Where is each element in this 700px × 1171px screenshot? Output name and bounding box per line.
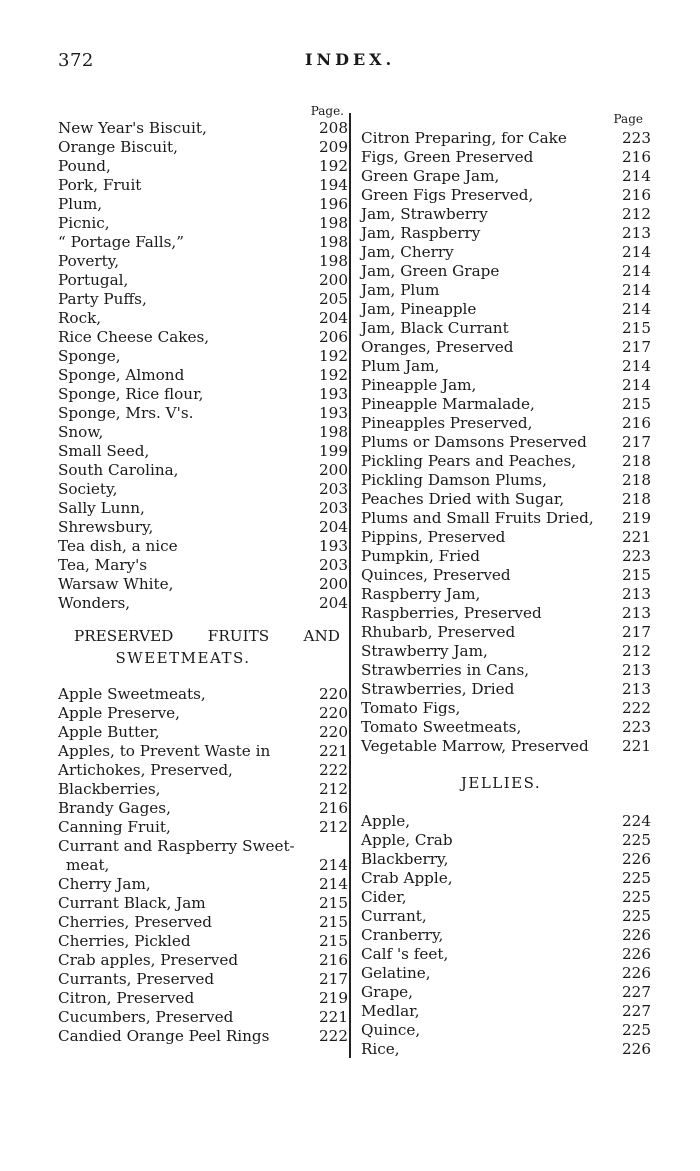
entry-page-number: 225 [622, 831, 651, 849]
entry-page-number: 219 [319, 989, 348, 1007]
entry-text: Cherries, Pickled [58, 932, 191, 950]
entry-text: Quince, [361, 1021, 421, 1039]
entry-page-number: 206 [319, 328, 348, 346]
entry-text: Shrewsbury, [58, 518, 154, 536]
entry-page-number: 193 [319, 537, 348, 555]
entry-text: Warsaw White, [58, 575, 174, 593]
index-entry [361, 205, 651, 224]
index-entry [361, 300, 651, 319]
entry-text: Jam, Pineapple [361, 300, 477, 318]
entry-text: Citron Preparing, for Cake [361, 129, 567, 147]
index-entry [361, 642, 651, 661]
entry-text: Calf 's feet, [361, 945, 449, 963]
entry-page-number: 223 [622, 718, 651, 736]
page-number: 372 [58, 50, 94, 71]
index-entry [58, 875, 348, 894]
entry-text: meat, [66, 856, 110, 874]
entry-page-number: 216 [622, 186, 651, 204]
entry-page-number: 198 [319, 233, 348, 251]
entry-page-number: 203 [319, 480, 348, 498]
entry-page-number: 227 [622, 1002, 651, 1020]
entry-page-number: 214 [319, 856, 348, 874]
entry-page-number: 204 [319, 518, 348, 536]
entry-text: Artichokes, Preserved, [58, 761, 233, 779]
entry-page-number: 204 [319, 309, 348, 327]
preserved-entry-list [58, 685, 348, 1046]
entry-page-number: 194 [319, 176, 348, 194]
entry-text: Pickling Pears and Peaches, [361, 452, 577, 470]
entry-text: Strawberries, Dried [361, 680, 515, 698]
index-entry [361, 243, 651, 262]
entry-page-number: 205 [319, 290, 348, 308]
entry-text: Sally Lunn, [58, 499, 145, 517]
entry-page-number: 215 [319, 932, 348, 950]
index-entry [58, 1008, 348, 1027]
entry-text: Rhubarb, Preserved [361, 623, 516, 641]
entry-text: Green Grape Jam, [361, 167, 500, 185]
index-entry [58, 913, 348, 932]
entry-text: Crab apples, Preserved [58, 951, 239, 969]
index-entry [58, 704, 348, 723]
entry-page-number: 213 [622, 585, 651, 603]
index-entry [58, 970, 348, 989]
entry-page-number: 200 [319, 575, 348, 593]
entry-page-number: 214 [622, 357, 651, 375]
entry-text: Raspberries, Preserved [361, 604, 542, 622]
entry-page-number: 198 [319, 214, 348, 232]
index-entry [361, 983, 651, 1002]
entry-page-number: 192 [319, 366, 348, 384]
entry-text: Jam, Cherry [361, 243, 454, 261]
entry-page-number: 221 [319, 742, 348, 760]
entry-text: Medlar, [361, 1002, 420, 1020]
entry-page-number: 213 [622, 661, 651, 679]
index-entry [361, 699, 651, 718]
entry-page-number: 226 [622, 945, 651, 963]
entry-text: Portugal, [58, 271, 129, 289]
entry-page-number: 218 [622, 471, 651, 489]
cake-entry-list [58, 119, 348, 613]
entry-text: Peaches Dried with Sugar, [361, 490, 565, 508]
entry-text: Apple Butter, [58, 723, 160, 741]
index-entry [58, 723, 348, 742]
entry-text: Pork, Fruit [58, 176, 142, 194]
index-entry [58, 761, 348, 780]
index-entry [361, 964, 651, 983]
entry-text: Apple Sweetmeats, [58, 685, 206, 703]
index-entry [58, 328, 348, 347]
index-entry [58, 837, 348, 856]
index-entry [361, 661, 651, 680]
entry-page-number: 208 [319, 119, 348, 137]
index-entry [361, 414, 651, 433]
index-entry [361, 623, 651, 642]
entry-text: Rock, [58, 309, 102, 327]
index-entry [58, 799, 348, 818]
entry-text: Jam, Plum [361, 281, 440, 299]
entry-text: Snow, [58, 423, 104, 441]
section-heading-jellies: JELLIES. [460, 774, 542, 792]
entry-page-number: 209 [319, 138, 348, 156]
page-column-label: Page [613, 112, 643, 126]
index-entry [361, 1040, 651, 1059]
index-entry [58, 271, 348, 290]
entry-page-number: 218 [622, 452, 651, 470]
entry-page-number: 215 [622, 395, 651, 413]
index-entry [58, 309, 348, 328]
entry-page-number: 221 [319, 1008, 348, 1026]
entry-text: Crab Apple, [361, 869, 453, 887]
section-heading-preserved-fruits [58, 627, 348, 671]
entry-page-number: 212 [622, 642, 651, 660]
entry-text: Pickling Damson Plums, [361, 471, 547, 489]
entry-page-number: 214 [622, 376, 651, 394]
entry-page-number: 214 [319, 875, 348, 893]
left-column [58, 103, 348, 1046]
index-entry [58, 233, 348, 252]
entry-page-number: 192 [319, 157, 348, 175]
entry-text: Cranberry, [361, 926, 444, 944]
entry-text: Currant Black, Jam [58, 894, 206, 912]
index-entry [58, 385, 348, 404]
entry-text: “ Portage Falls,” [58, 233, 184, 251]
index-entry [361, 737, 651, 756]
entry-text: Society, [58, 480, 118, 498]
entry-page-number: 214 [622, 262, 651, 280]
entry-text: Strawberries in Cans, [361, 661, 530, 679]
index-entry [58, 780, 348, 799]
entry-text: Grape, [361, 983, 413, 1001]
entry-text: Raspberry Jam, [361, 585, 481, 603]
index-entry [58, 742, 348, 761]
index-entry [58, 556, 348, 575]
index-entry [58, 252, 348, 271]
entry-page-number: 193 [319, 404, 348, 422]
index-entry [361, 281, 651, 300]
entry-page-number: 226 [622, 1040, 651, 1058]
section-heading-line2: SWEETMEATS. [115, 649, 251, 667]
entry-page-number: 198 [319, 423, 348, 441]
index-entry [58, 856, 348, 875]
index-entry [58, 442, 348, 461]
index-entry [361, 148, 651, 167]
entry-page-number: 215 [319, 913, 348, 931]
entry-page-number: 226 [622, 926, 651, 944]
index-entry [58, 951, 348, 970]
entry-page-number: 217 [622, 433, 651, 451]
entry-page-number: 204 [319, 594, 348, 612]
entry-text: Cherries, Preserved [58, 913, 213, 931]
entry-page-number: 213 [622, 604, 651, 622]
entry-page-number: 225 [622, 907, 651, 925]
entry-text: Rice Cheese Cakes, [58, 328, 210, 346]
entry-text: Sponge, Rice flour, [58, 385, 204, 403]
entry-text: Quinces, Preserved [361, 566, 511, 584]
entry-page-number: 221 [622, 528, 651, 546]
index-entry [58, 989, 348, 1008]
index-entry [361, 186, 651, 205]
entry-page-number: 212 [622, 205, 651, 223]
entry-page-number: 216 [319, 951, 348, 969]
entry-text: Currant, [361, 907, 427, 925]
index-entry [361, 129, 651, 148]
index-entry [58, 594, 348, 613]
entry-text: Picnic, [58, 214, 110, 232]
right-column [361, 103, 651, 1059]
page-column-label: Page. [310, 104, 344, 118]
entry-text: Jam, Strawberry [361, 205, 488, 223]
entry-text: Strawberry Jam, [361, 642, 488, 660]
entry-text: Pineapple Jam, [361, 376, 477, 394]
entry-text: Gelatine, [361, 964, 431, 982]
entry-page-number: 226 [622, 850, 651, 868]
entry-text: Cider, [361, 888, 407, 906]
index-entry [361, 547, 651, 566]
entry-page-number: 216 [622, 414, 651, 432]
index-entry [361, 718, 651, 737]
entry-text: Orange Biscuit, [58, 138, 178, 156]
index-entry [58, 290, 348, 309]
entry-page-number: 203 [319, 499, 348, 517]
entry-page-number: 212 [319, 780, 348, 798]
index-entry [58, 932, 348, 951]
index-entry [361, 604, 651, 623]
entry-page-number: 217 [622, 623, 651, 641]
index-entry [361, 490, 651, 509]
entry-page-number: 215 [622, 319, 651, 337]
index-entry [361, 528, 651, 547]
index-entry [58, 347, 348, 366]
section-heading-word: FRUITS [207, 627, 270, 645]
index-entry [361, 926, 651, 945]
index-entry [361, 566, 651, 585]
entry-page-number: 214 [622, 243, 651, 261]
entry-page-number: 222 [622, 699, 651, 717]
index-entry [361, 395, 651, 414]
index-entry [361, 167, 651, 186]
entry-page-number: 203 [319, 556, 348, 574]
entry-page-number: 225 [622, 888, 651, 906]
index-entry [58, 176, 348, 195]
index-entry [361, 224, 651, 243]
entry-text: Pineapples Preserved, [361, 414, 533, 432]
entry-text: Tea, Mary's [58, 556, 148, 574]
entry-text: Apples, to Prevent Waste in [58, 742, 271, 760]
entry-page-number: 223 [622, 129, 651, 147]
index-entry [58, 157, 348, 176]
entry-page-number: 193 [319, 385, 348, 403]
entry-text: Apple, [361, 812, 411, 830]
entry-text: Green Figs Preserved, [361, 186, 534, 204]
entry-page-number: 213 [622, 680, 651, 698]
index-entry [58, 575, 348, 594]
index-entry [361, 319, 651, 338]
index-entry [58, 818, 348, 837]
index-entry [58, 1027, 348, 1046]
section-heading-word: PRESERVED [74, 627, 174, 645]
index-entry [58, 138, 348, 157]
index-entry [361, 338, 651, 357]
entry-text: Jam, Black Currant [361, 319, 509, 337]
column-divider [349, 113, 351, 1058]
entry-page-number: 225 [622, 1021, 651, 1039]
index-entry [361, 850, 651, 869]
entry-page-number: 213 [622, 224, 651, 242]
entry-text: Plum Jam, [361, 357, 440, 375]
index-entry [58, 685, 348, 704]
entry-page-number: 225 [622, 869, 651, 887]
running-head: INDEX. [305, 50, 396, 69]
index-entry [361, 471, 651, 490]
entry-text: Small Seed, [58, 442, 150, 460]
preserved-entry-list [361, 129, 651, 756]
index-entry [361, 433, 651, 452]
entry-text: South Carolina, [58, 461, 179, 479]
entry-page-number: 192 [319, 347, 348, 365]
entry-text: Cucumbers, Preserved [58, 1008, 234, 1026]
index-entry [58, 461, 348, 480]
index-entry [361, 509, 651, 528]
index-entry [361, 1021, 651, 1040]
index-entry [58, 214, 348, 233]
entry-text: Sponge, [58, 347, 121, 365]
entry-page-number: 220 [319, 723, 348, 741]
entry-text: Blackberry, [361, 850, 449, 868]
jelly-entry-list [361, 812, 651, 1059]
entry-page-number: 215 [319, 894, 348, 912]
entry-text: Citron, Preserved [58, 989, 195, 1007]
entry-text: Rice, [361, 1040, 400, 1058]
entry-text: Pippins, Preserved [361, 528, 506, 546]
entry-page-number: 217 [622, 338, 651, 356]
index-entry [361, 945, 651, 964]
entry-page-number: 198 [319, 252, 348, 270]
index-entry [361, 831, 651, 850]
index-entry [58, 423, 348, 442]
entry-text: Apple Preserve, [58, 704, 180, 722]
entry-page-number: 219 [622, 509, 651, 527]
entry-text: Currants, Preserved [58, 970, 215, 988]
index-entry [58, 518, 348, 537]
index-entry [361, 869, 651, 888]
entry-page-number: 222 [319, 1027, 348, 1045]
index-entry [361, 376, 651, 395]
index-entry [361, 585, 651, 604]
entry-text: Figs, Green Preserved [361, 148, 534, 166]
index-entry [58, 195, 348, 214]
entry-page-number: 216 [319, 799, 348, 817]
index-entry [58, 119, 348, 138]
entry-page-number: 224 [622, 812, 651, 830]
index-entry [361, 888, 651, 907]
entry-page-number: 227 [622, 983, 651, 1001]
entry-page-number: 218 [622, 490, 651, 508]
entry-page-number: 200 [319, 271, 348, 289]
entry-page-number: 226 [622, 964, 651, 982]
entry-page-number [318, 837, 348, 856]
entry-page-number: 214 [622, 167, 651, 185]
entry-text: Jam, Green Grape [361, 262, 500, 280]
entry-page-number: 200 [319, 461, 348, 479]
index-entry [361, 812, 651, 831]
entry-page-number: 220 [319, 685, 348, 703]
index-entry [361, 357, 651, 376]
entry-page-number: 220 [319, 704, 348, 722]
entry-text: Candied Orange Peel Rings [58, 1027, 270, 1045]
index-entry [58, 404, 348, 423]
entry-page-number: 223 [622, 547, 651, 565]
index-entry [58, 480, 348, 499]
entry-text: Vegetable Marrow, Preserved [361, 737, 589, 755]
entry-text: Wonders, [58, 594, 131, 612]
index-entry [361, 262, 651, 281]
entry-page-number: 199 [319, 442, 348, 460]
index-entry [58, 894, 348, 913]
entry-text: Blackberries, [58, 780, 161, 798]
entry-text: Currant and Raspberry Sweet- [58, 837, 295, 855]
entry-page-number: 215 [622, 566, 651, 584]
entry-text: Tea dish, a nice [58, 537, 178, 555]
entry-text: Poverty, [58, 252, 120, 270]
index-entry [58, 366, 348, 385]
index-entry [361, 907, 651, 926]
entry-text: Tomato Sweetmeats, [361, 718, 522, 736]
entry-page-number: 217 [319, 970, 348, 988]
entry-text: Pound, [58, 157, 111, 175]
index-entry [58, 537, 348, 556]
entry-text: New Year's Biscuit, [58, 119, 207, 137]
entry-page-number: 222 [319, 761, 348, 779]
entry-text: Pineapple Marmalade, [361, 395, 535, 413]
entry-text: Brandy Gages, [58, 799, 171, 817]
index-entry [361, 1002, 651, 1021]
entry-text: Jam, Raspberry [361, 224, 481, 242]
entry-text: Plums and Small Fruits Dried, [361, 509, 594, 527]
entry-page-number: 212 [319, 818, 348, 836]
index-entry [361, 452, 651, 471]
entry-text: Party Puffs, [58, 290, 147, 308]
entry-page-number: 216 [622, 148, 651, 166]
entry-text: Plum, [58, 195, 103, 213]
entry-text: Apple, Crab [361, 831, 453, 849]
index-entry [58, 499, 348, 518]
section-heading-word: AND [303, 627, 340, 645]
entry-page-number: 196 [319, 195, 348, 213]
entry-text: Tomato Figs, [361, 699, 461, 717]
entry-text: Sponge, Mrs. V's. [58, 404, 194, 422]
entry-text: Cherry Jam, [58, 875, 151, 893]
entry-page-number: 221 [622, 737, 651, 755]
entry-text: Oranges, Preserved [361, 338, 514, 356]
entry-text: Canning Fruit, [58, 818, 171, 836]
entry-text: Plums or Damsons Preserved [361, 433, 587, 451]
index-entry [361, 680, 651, 699]
entry-text: Sponge, Almond [58, 366, 185, 384]
entry-page-number: 214 [622, 281, 651, 299]
entry-text: Pumpkin, Fried [361, 547, 480, 565]
entry-page-number: 214 [622, 300, 651, 318]
